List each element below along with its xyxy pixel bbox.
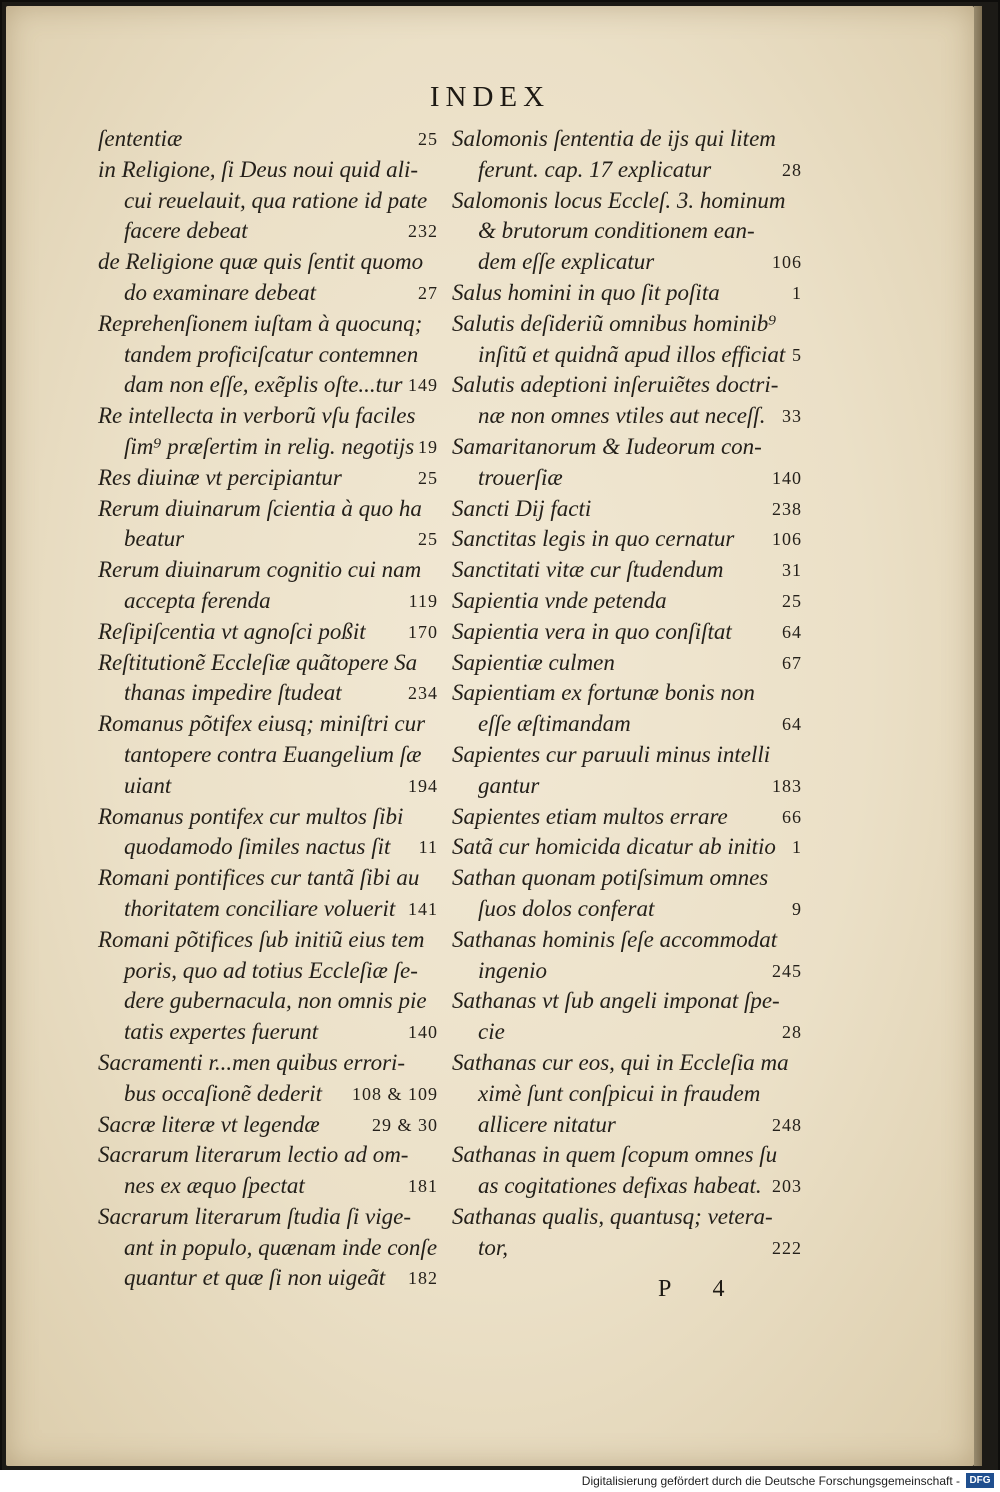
index-page-number: 182: [408, 1268, 438, 1289]
index-entry-line: Salus homini in quo ſit poſita: [452, 279, 720, 305]
index-page-number: 1: [792, 282, 802, 303]
footer-bar: [0, 1470, 1000, 1492]
index-entry-line: uiant: [124, 772, 172, 798]
index-entry-line: & brutorum conditionem ean-: [478, 218, 755, 244]
index-page-number: 5: [792, 344, 802, 365]
index-entry: [98, 617, 438, 648]
index-entry: [98, 1048, 438, 1110]
index-entry: [452, 925, 802, 987]
index-page-number: 238: [772, 498, 802, 519]
index-entry-line: tor,: [478, 1234, 509, 1260]
index-entry: [452, 370, 802, 432]
index-page-number: 25: [782, 590, 802, 611]
index-entry-line: accepta ferenda: [124, 587, 271, 613]
index-entry-line: in Religione, ſi Deus noui quid ali-: [98, 156, 419, 182]
index-entry-line: Salutis deſideriũ omnibus hominib⁹: [452, 310, 777, 336]
index-entry-line: Rerum diuinarum cognitio cui nam: [98, 557, 422, 583]
index-entry-line: inſitũ et quidnã apud illos efficiat: [478, 341, 786, 367]
index-entry-line: Samaritanorum & Iudeorum con-: [452, 433, 762, 459]
index-entry-line: Res diuinæ vt percipiantur: [98, 464, 342, 490]
index-entry-line: Salomonis locus Eccleſ. 3. hominum: [452, 187, 786, 213]
index-entry-line: dam non eſſe, exẽplis oſte...tur: [124, 372, 403, 398]
index-entry-line: quantur et quæ ſi non uigeãt: [124, 1265, 386, 1291]
index-page-number: 234: [408, 683, 438, 704]
index-entry: [452, 278, 802, 309]
index-entry-line: eſſe æſtimandam: [478, 711, 631, 737]
index-entry-line: beatur: [124, 526, 185, 552]
index-entry: [452, 863, 802, 925]
index-page-number: 28: [782, 1022, 802, 1043]
index-entry: [98, 494, 438, 556]
index-page-number: 9: [792, 898, 802, 919]
index-entry-line: trouerſiæ: [478, 464, 563, 490]
index-entry-line: Sapientes etiam multos errare: [452, 803, 728, 829]
index-entry-line: Sathanas qualis, quantusq; vetera-: [452, 1203, 773, 1229]
index-page-number: 245: [772, 960, 802, 981]
index-entry-line: ingenio: [478, 957, 547, 983]
index-page-number: 64: [782, 714, 802, 735]
index-entry-line: Sapientes cur paruuli minus intelli: [452, 741, 771, 767]
index-page-number: 27: [418, 282, 438, 303]
index-entry-line: tandem proficiſcatur contemnen: [124, 341, 419, 367]
index-entry-line: Sapientiam ex fortunæ bonis non: [452, 680, 755, 706]
index-entry-line: Satã cur homicida dicatur ab initio: [452, 834, 776, 860]
index-entry-line: Reſtitutionẽ Eccleſiæ quãtopere Sa: [98, 649, 418, 675]
index-page-number: 1: [792, 837, 802, 858]
index-entry-line: cui reuelauit, qua ratione id pate: [124, 187, 428, 213]
index-entry: [452, 678, 802, 740]
index-page-number: 222: [772, 1237, 802, 1258]
index-entry-line: Reprehenſionem iuſtam à quocunq;: [98, 310, 423, 336]
index-entry-line: thanas impedire ſtudeat: [124, 680, 342, 706]
index-entry-line: allicere nitatur: [478, 1111, 616, 1137]
index-entry: [98, 463, 438, 494]
index-entry: [98, 1140, 438, 1202]
index-entry-line: ſuos dolos conferat: [478, 895, 655, 921]
index-entry-line: Romani põtifices ſub initiũ eius tem: [98, 926, 425, 952]
index-page-number: 28: [782, 159, 802, 180]
index-entry-line: Sathanas vt ſub angeli imponat ſpe-: [452, 988, 780, 1014]
index-entry-line: Romani pontifices cur tantã ſibi au: [98, 865, 420, 891]
index-entry-line: tatis expertes fuerunt: [124, 1019, 319, 1045]
index-entry: [452, 832, 802, 863]
index-entry-line: Sapientia vnde petenda: [452, 587, 667, 613]
index-page-number: 25: [418, 529, 438, 550]
index-entry-line: ximè ſunt conſpicui in fraudem: [478, 1080, 761, 1106]
index-page-number: 140: [772, 467, 802, 488]
index-page-number: 64: [782, 621, 802, 642]
index-entry-line: Sathan quonam potiſsimum omnes: [452, 865, 769, 891]
index-page-number: 203: [772, 1176, 802, 1197]
index-entry: [452, 986, 802, 1048]
index-page-number: 140: [408, 1022, 438, 1043]
index-entry: [452, 586, 802, 617]
index-page-number: 106: [772, 252, 802, 273]
index-entry: [98, 247, 438, 309]
index-entry-line: Sacramenti r...men quibus errori-: [98, 1049, 406, 1075]
index-entry: [452, 432, 802, 494]
index-entry-line: Sapientia vera in quo conſiſtat: [452, 618, 732, 644]
index-entry-line: bus occaſionẽ dederit: [124, 1080, 323, 1106]
index-entry-line: Re intellecta in verborũ vſu faciles: [98, 403, 416, 429]
index-entry: [98, 309, 438, 401]
index-page-number: 33: [782, 406, 802, 427]
index-entry: [98, 155, 438, 247]
index-entry-line: Romanus pontifex cur multos ſibi: [98, 803, 404, 829]
index-entry: [452, 494, 802, 525]
index-entry-line: cie: [478, 1019, 505, 1045]
index-column-right: [452, 124, 802, 1263]
index-header: INDEX: [429, 81, 551, 113]
index-entry: [452, 648, 802, 679]
index-page-number: 232: [408, 221, 438, 242]
index-page-number: 29 & 30: [371, 1114, 438, 1135]
index-entry-line: Sacræ literæ vt legendæ: [98, 1111, 320, 1137]
index-entry-line: tantopere contra Euangelium ſæ: [124, 741, 422, 767]
index-page-number: 25: [418, 467, 438, 488]
index-entry: [98, 555, 438, 617]
index-entry-line: quodamodo ſimiles nactus ſit: [124, 834, 391, 860]
index-page-number: 31: [782, 560, 802, 581]
index-entry: [98, 925, 438, 1048]
index-page-number: 67: [782, 652, 802, 673]
index-page-number: 141: [408, 898, 438, 919]
index-page-number: 248: [772, 1114, 802, 1135]
dfg-logo-icon: DFG: [966, 1473, 994, 1488]
index-entry-line: ant in populo, quænam inde conſe: [124, 1234, 438, 1260]
index-entry-line: Salutis adeptioni inſeruiẽtes doctri-: [452, 372, 779, 398]
index-entry: [98, 1110, 438, 1141]
book-page: [6, 6, 974, 1466]
index-entry: [452, 186, 802, 278]
index-entry: [452, 524, 802, 555]
index-entry-line: næ non omnes vtiles aut neceſſ.: [478, 403, 766, 429]
index-entry: [98, 1202, 438, 1294]
index-entry-line: ferunt. cap. 17 explicatur: [478, 156, 712, 182]
index-page-number: 170: [408, 621, 438, 642]
index-entry-line: Sanctitas legis in quo cernatur: [452, 526, 735, 552]
index-page-number: 181: [408, 1176, 438, 1197]
index-entry-line: Romanus põtifex eiusq; miniſtri cur: [98, 711, 426, 737]
index-entry: [452, 309, 802, 371]
footer-credit: Digitalisierung gefördert durch die Deutsche Forschungsgemeinschaft -: [581, 1474, 960, 1488]
index-entry: [98, 709, 438, 801]
index-page-number: 66: [782, 806, 802, 827]
index-entry-line: Sapientiæ culmen: [452, 649, 615, 675]
index-entry-line: Rerum diuinarum ſcientia à quo ha: [98, 495, 422, 521]
index-page-number: 11: [418, 837, 438, 858]
index-entry-line: facere debeat: [124, 218, 248, 244]
index-entry: [98, 863, 438, 925]
index-page-number: 183: [772, 775, 802, 796]
index-entry-line: Sathanas in quem ſcopum omnes ſu: [452, 1142, 778, 1168]
index-entry-line: do examinare debeat: [124, 279, 317, 305]
index-page-number: 106: [772, 529, 802, 550]
page-edge: [974, 6, 982, 1466]
index-entry: [452, 740, 802, 802]
index-entry: [452, 1048, 802, 1140]
index-entry-line: Sacrarum literarum lectio ad om-: [98, 1142, 409, 1168]
index-entry-line: Sacrarum literarum ſtudia ſi vige-: [98, 1203, 412, 1229]
index-entry-line: ſententiæ: [98, 126, 183, 151]
index-column-left: [98, 124, 438, 1294]
index-entry: [452, 1140, 802, 1202]
index-entry-line: Sathanas cur eos, qui in Eccleſia ma: [452, 1049, 789, 1075]
index-entry-line: poris, quo ad totius Eccleſiæ ſe-: [124, 957, 418, 983]
index-entry-line: dere gubernacula, non omnis pie: [124, 988, 427, 1014]
index-entry-line: Salomonis ſententia de ijs qui litem: [452, 126, 776, 151]
index-page-number: 194: [408, 775, 438, 796]
index-entry-line: thoritatem conciliare voluerit: [124, 895, 396, 921]
index-entry-line: gantur: [478, 772, 540, 798]
index-entry: [98, 802, 438, 864]
index-entry: [452, 802, 802, 833]
index-entry-line: dem eſſe explicatur: [478, 249, 655, 275]
index-entry: [98, 124, 438, 155]
index-entry: [98, 648, 438, 710]
index-entry: [452, 617, 802, 648]
index-entry-line: Reſipiſcentia vt agnoſci poßit: [98, 618, 366, 644]
index-page-number: 19: [418, 436, 438, 457]
index-entry-line: Sanctitati vitæ cur ſtudendum: [452, 557, 724, 583]
index-entry-line: Sancti Dij facti: [452, 495, 592, 521]
index-page-number: 119: [408, 590, 438, 611]
index-page-number: 108 & 109: [351, 1083, 438, 1104]
index-entry: [452, 124, 802, 186]
index-entry-line: ſim⁹ præſertim in relig. negotijs: [124, 433, 415, 459]
signature-mark: P 4: [658, 1276, 743, 1302]
index-entry-line: nes ex æquo ſpectat: [124, 1173, 305, 1199]
index-page-number: 149: [408, 375, 438, 396]
index-entry: [98, 401, 438, 463]
index-entry-line: as cogitationes defixas habeat.: [478, 1173, 762, 1199]
index-page-number: 25: [418, 129, 438, 149]
index-entry-line: de Religione quæ quis ſentit quomo: [98, 249, 424, 275]
index-entry: [452, 555, 802, 586]
index-entry: [452, 1202, 802, 1264]
index-entry-line: Sathanas hominis ſeſe accommodat: [452, 926, 778, 952]
